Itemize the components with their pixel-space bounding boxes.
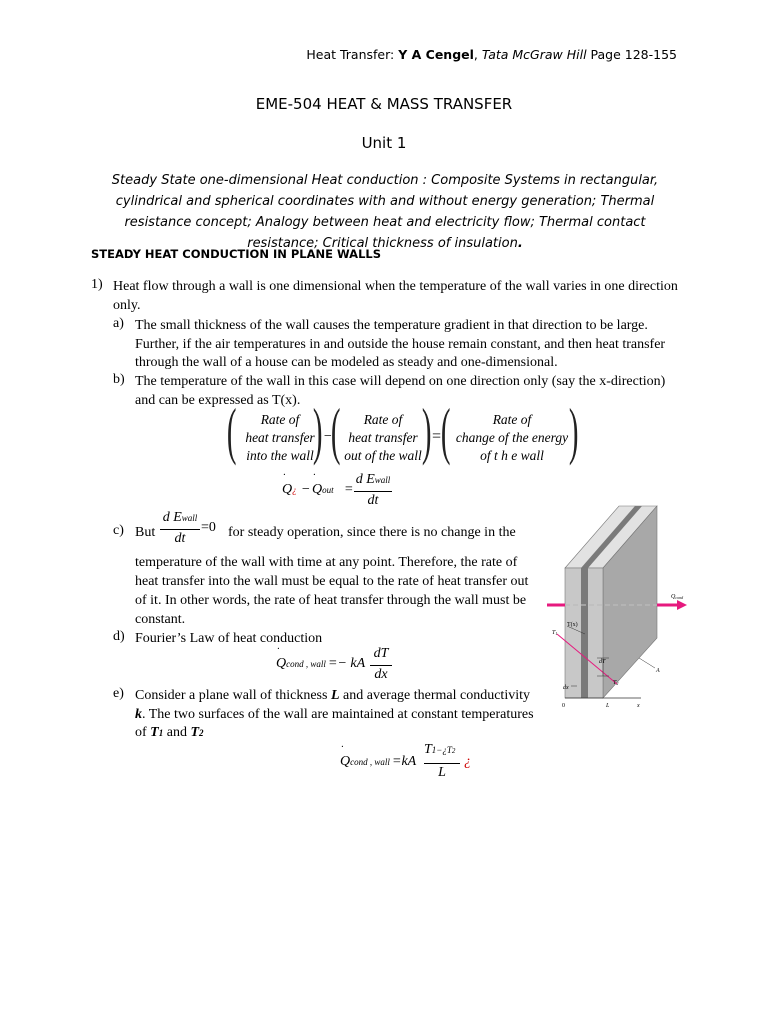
fourier-equation	[276, 646, 396, 688]
wall-mid: =kA	[392, 754, 417, 769]
dot-mark: ·	[313, 470, 316, 481]
q-cond-subscript: cond	[675, 595, 684, 600]
q-cond-letter: Q	[671, 594, 676, 600]
syllabus-text: Steady State one-dimensional Heat conduction : Composite Systems in rectangular, cylindrical and spherical coordinates with and without energy generation; Thermal resistance concept; Analogy between heat and electricity flow; Thermal contact resistance; Critical thickness of insulation	[111, 173, 659, 251]
steady-equation	[160, 510, 230, 552]
item-e-line-1	[135, 686, 530, 705]
q-out-subscript: out	[322, 485, 334, 495]
dot-mark: ·	[341, 742, 344, 753]
wall-q-letter: Q	[340, 754, 351, 769]
section-heading: STEADY HEAT CONDUCTION IN PLANE WALLS	[91, 247, 382, 261]
item-e-k: k	[135, 707, 142, 722]
header-author: Y A Cengel	[398, 47, 474, 62]
document-title: EME-504 HEAT & MASS TRANSFER	[255, 95, 513, 113]
q-minus: −	[301, 482, 311, 497]
balance-equals: =	[431, 428, 442, 445]
plane-wall-figure	[545, 498, 693, 710]
item-b-number: b)	[113, 372, 125, 387]
item-e-text-b: and average thermal conductivity	[339, 688, 530, 703]
fraction-bar	[354, 491, 392, 492]
item-e-text-d: of	[135, 725, 151, 740]
q-in-letter: Q	[282, 482, 293, 497]
steady-rhs: =0	[201, 520, 216, 535]
balance-in-line-1: Rate of	[260, 412, 300, 427]
header-publisher: Tata McGraw Hill	[481, 47, 587, 62]
right-paren: )	[568, 395, 579, 466]
header-prefix: Heat Transfer:	[306, 47, 399, 62]
fourier-q-letter: Q	[276, 656, 287, 671]
item-e-and: and	[163, 725, 191, 740]
item-e-T1-sub: 1	[158, 728, 164, 738]
wall-num-sub-a: 1−¿T	[431, 745, 452, 755]
fraction-bar	[160, 529, 200, 530]
fourier-den: dx	[374, 667, 388, 682]
wall-num	[424, 742, 464, 758]
t2-label	[613, 680, 618, 686]
balance-group-in	[238, 411, 322, 465]
area-pointer	[639, 658, 655, 668]
wall-q	[340, 754, 390, 770]
q-equals: =	[344, 482, 354, 497]
item-e-line-2	[135, 705, 534, 724]
balance-in-line-3: into the wall	[246, 448, 314, 463]
t2-letter: T	[613, 680, 617, 686]
header-sep: ,	[473, 47, 482, 62]
wall-tail: ¿	[464, 754, 471, 769]
item-1-number: 1)	[91, 277, 103, 292]
q-num-text: d E	[355, 472, 375, 487]
area-label: A	[656, 668, 660, 674]
balance-in-line-2: heat transfer	[245, 430, 315, 445]
fourier-num: dT	[373, 646, 389, 661]
balance-change-line-2: change of the energy	[455, 430, 569, 445]
item-c-line-5: constant.	[135, 612, 186, 627]
item-c-line-3: heat transfer into the wall must be equal to the rate of heat transfer out	[135, 574, 529, 589]
t1-letter: T	[552, 630, 556, 636]
dx-label: dx	[563, 685, 569, 691]
item-a-number: a)	[113, 316, 124, 331]
item-d-line-1: Fourier’s Law of heat conduction	[135, 631, 323, 646]
dt-label: dT	[599, 659, 606, 665]
heat-rate-equation	[282, 472, 392, 514]
heat-flow-arrowhead	[677, 600, 687, 610]
syllabus	[90, 170, 680, 254]
wall-num-sub-b: 2	[451, 747, 456, 755]
item-a-line-1: The small thickness of the wall causes the temperature gradient in that direction to be large.	[135, 318, 648, 333]
x-axis-label: x	[637, 703, 640, 709]
tx-label: T(x)	[567, 622, 578, 628]
t1-label	[552, 630, 557, 636]
item-e-L: L	[330, 688, 340, 703]
steady-num	[160, 510, 200, 526]
item-c-line-2: temperature of the wall with time at any point. Therefore, the rate of	[135, 555, 518, 570]
item-b-line-1: The temperature of the wall in this case will depend on one direction only (say the x-direction)	[135, 374, 666, 389]
steady-den: dt	[174, 531, 186, 546]
syllabus-end: .	[517, 236, 523, 251]
left-paren: (	[330, 395, 341, 466]
item-e-text-a: Consider a plane wall of thickness	[135, 688, 331, 703]
item-e-T1: T	[150, 725, 159, 740]
item-e-line-3	[135, 723, 204, 743]
item-e-T2-sub: 2	[199, 728, 204, 738]
fraction-bar	[424, 763, 460, 764]
item-d-number: d)	[113, 629, 125, 644]
dot-mark: ·	[283, 470, 286, 481]
left-paren: (	[440, 395, 451, 466]
steady-num-subscript: wall	[181, 513, 198, 523]
item-1-line-1: Heat flow through a wall is one dimensional when the temperature of the wall varies in one direction	[113, 279, 678, 294]
origin-label: 0	[562, 703, 565, 709]
item-c-but: But	[135, 525, 156, 540]
balance-change-line-1: Rate of	[492, 412, 532, 427]
wall-q-subscript: cond , wall	[350, 757, 390, 767]
balance-out-line-2: heat transfer	[348, 430, 418, 445]
thickness-label: L	[606, 703, 610, 709]
header-pages: Page 128-155	[586, 47, 677, 62]
fourier-q-subscript: cond , wall	[286, 659, 326, 669]
q-fraction-num	[354, 472, 392, 488]
q-in-symbol	[282, 482, 297, 498]
balance-group-out	[338, 411, 428, 465]
left-paren: (	[226, 395, 237, 466]
balance-out-line-1: Rate of	[363, 412, 403, 427]
right-paren: )	[421, 395, 432, 466]
item-c-number: c)	[113, 523, 124, 538]
item-c-line-1: for steady operation, since there is no change in the	[228, 525, 516, 540]
q-fraction-den: dt	[367, 493, 379, 508]
wall-num-T: T	[424, 742, 432, 757]
item-b-line-2: and can be expressed as T(x).	[135, 393, 301, 408]
item-a-line-3: through the wall of a house can be modeled as steady and one-dimensional.	[135, 355, 558, 370]
fourier-mid: =− kA	[328, 656, 366, 671]
right-paren: )	[312, 395, 323, 466]
item-a-line-2: Further, if the air temperatures in and outside the house remain constant, and then heat transfer	[135, 337, 666, 352]
balance-change-line-3: of t h e wall	[480, 448, 544, 463]
q-num-subscript: wall	[374, 475, 391, 485]
fourier-q	[276, 656, 326, 672]
t2-sub: 2	[616, 681, 619, 686]
item-c-line-4: of it. In other words, the rate of heat transfer through the wall must be	[135, 593, 527, 608]
dark-strip-front	[581, 568, 588, 698]
fraction-bar	[370, 665, 392, 666]
balance-group-change	[448, 411, 576, 465]
page-header	[306, 47, 677, 62]
t1-sub: 1	[555, 631, 558, 636]
wall-num-sub	[432, 745, 456, 755]
wall-den: L	[438, 765, 446, 780]
item-e-T2: T	[190, 725, 200, 740]
dot-mark: ·	[277, 644, 280, 655]
q-out-symbol	[312, 482, 334, 498]
item-e-text-c: . The two surfaces of the wall are maintained at constant temperatures	[142, 707, 534, 722]
item-e-number: e)	[113, 686, 124, 701]
q-in-subscript: ¿	[292, 485, 297, 495]
item-1-line-2: only.	[113, 298, 141, 313]
plane-wall-equation	[340, 742, 480, 786]
steady-num-text: d E	[162, 510, 182, 525]
balance-minus: −	[323, 429, 333, 444]
q-cond-label	[671, 594, 684, 600]
unit-heading: Unit 1	[361, 134, 407, 152]
q-out-letter: Q	[312, 482, 323, 497]
balance-out-line-3: out of the wall	[344, 448, 422, 463]
energy-balance-equation	[226, 395, 590, 468]
